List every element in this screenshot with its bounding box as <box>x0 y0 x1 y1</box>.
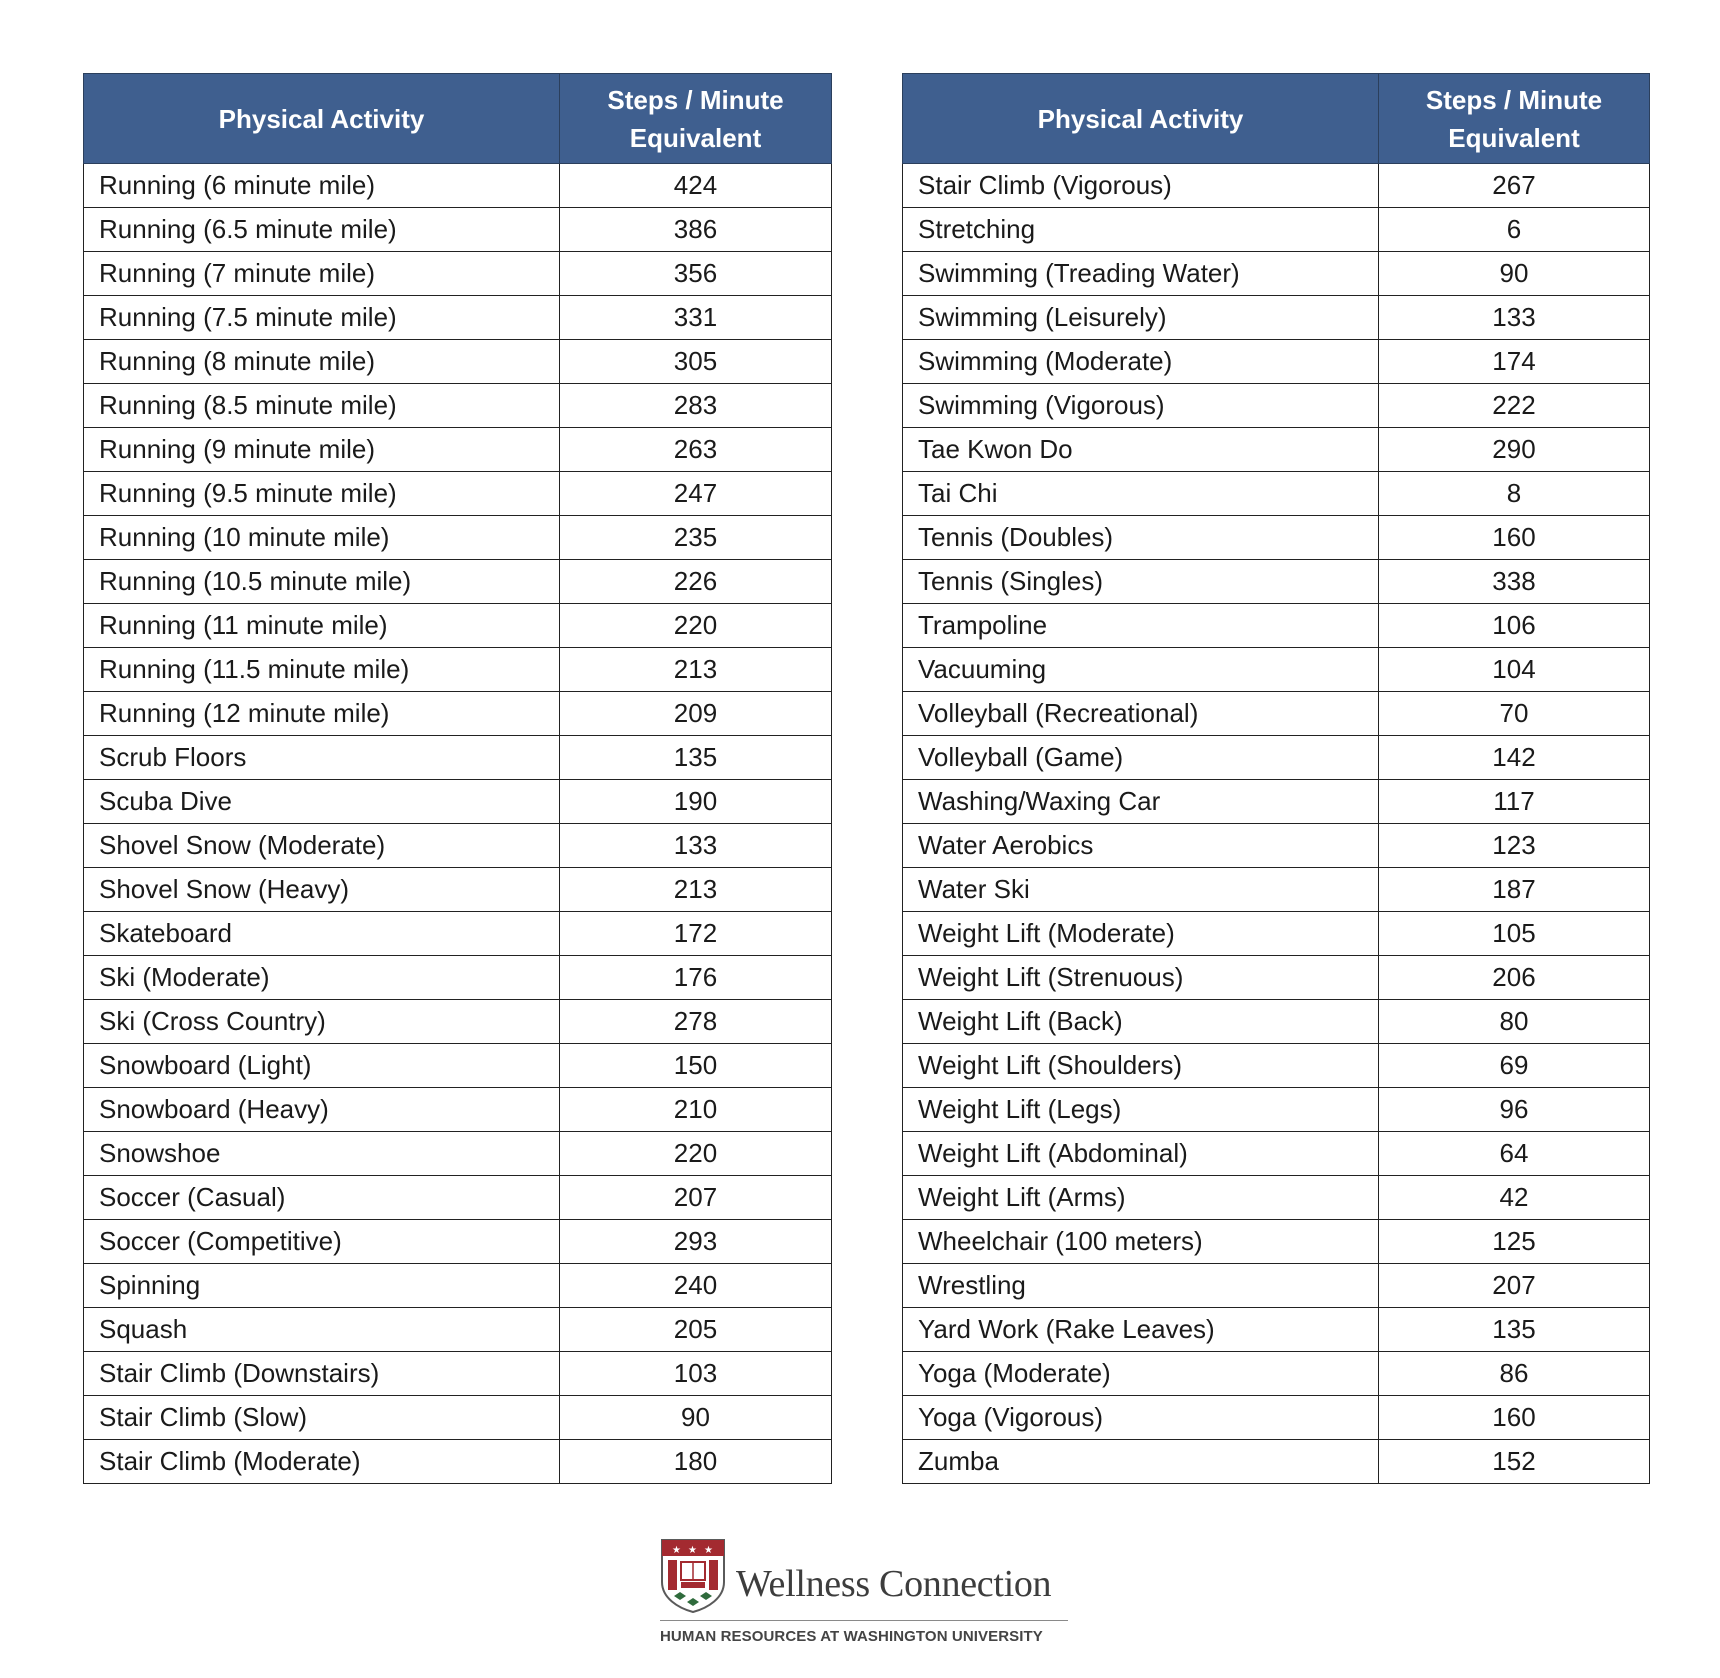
svg-text:★: ★ <box>688 1545 697 1556</box>
steps-cell: 386 <box>560 208 832 252</box>
table-row <box>84 1308 832 1352</box>
steps-cell: 293 <box>560 1220 832 1264</box>
activity-cell: Water Aerobics <box>903 824 1379 868</box>
steps-cell: 283 <box>560 384 832 428</box>
activity-cell: Stretching <box>903 208 1379 252</box>
steps-cell: 86 <box>1379 1352 1650 1396</box>
table-row <box>84 296 832 340</box>
table-row <box>903 208 1650 252</box>
table-row <box>903 868 1650 912</box>
activity-cell: Running (10.5 minute mile) <box>84 560 560 604</box>
steps-cell: 160 <box>1379 1396 1650 1440</box>
steps-cell: 338 <box>1379 560 1650 604</box>
activity-cell: Skateboard <box>84 912 560 956</box>
activity-cell: Stair Climb (Slow) <box>84 1396 560 1440</box>
table-row <box>903 692 1650 736</box>
steps-cell: 267 <box>1379 164 1650 208</box>
steps-cell: 172 <box>560 912 832 956</box>
activity-cell: Running (9.5 minute mile) <box>84 472 560 516</box>
activity-cell: Running (8 minute mile) <box>84 340 560 384</box>
table-row <box>84 956 832 1000</box>
table-row <box>84 1044 832 1088</box>
activity-cell: Snowshoe <box>84 1132 560 1176</box>
steps-cell: 235 <box>560 516 832 560</box>
table-row <box>903 780 1650 824</box>
table-row <box>84 1352 832 1396</box>
steps-cell: 42 <box>1379 1176 1650 1220</box>
steps-cell: 104 <box>1379 648 1650 692</box>
steps-cell: 133 <box>560 824 832 868</box>
table-row <box>903 1264 1650 1308</box>
steps-cell: 290 <box>1379 428 1650 472</box>
activity-cell: Yard Work (Rake Leaves) <box>903 1308 1379 1352</box>
table-row <box>84 560 832 604</box>
steps-column-header: Steps / Minute Equivalent <box>560 74 832 164</box>
steps-cell: 210 <box>560 1088 832 1132</box>
table-row <box>84 340 832 384</box>
activity-cell: Swimming (Leisurely) <box>903 296 1379 340</box>
activity-cell: Water Ski <box>903 868 1379 912</box>
table-row <box>903 648 1650 692</box>
activity-cell: Weight Lift (Arms) <box>903 1176 1379 1220</box>
table-row <box>903 1176 1650 1220</box>
table-row <box>903 340 1650 384</box>
activity-cell: Zumba <box>903 1440 1379 1484</box>
activity-cell: Ski (Moderate) <box>84 956 560 1000</box>
steps-column-header: Steps / Minute Equivalent <box>1379 74 1650 164</box>
table-row <box>903 384 1650 428</box>
steps-cell: 70 <box>1379 692 1650 736</box>
activity-cell: Yoga (Moderate) <box>903 1352 1379 1396</box>
steps-cell: 207 <box>1379 1264 1650 1308</box>
table-row <box>903 516 1650 560</box>
activity-cell: Soccer (Casual) <box>84 1176 560 1220</box>
steps-cell: 209 <box>560 692 832 736</box>
steps-cell: 174 <box>1379 340 1650 384</box>
activity-cell: Shovel Snow (Moderate) <box>84 824 560 868</box>
steps-cell: 8 <box>1379 472 1650 516</box>
steps-cell: 205 <box>560 1308 832 1352</box>
steps-cell: 222 <box>1379 384 1650 428</box>
table-row <box>903 1352 1650 1396</box>
svg-text:★: ★ <box>672 1545 681 1556</box>
table-row <box>903 472 1650 516</box>
table-row <box>84 1176 832 1220</box>
steps-cell: 213 <box>560 868 832 912</box>
table-row <box>84 164 832 208</box>
activity-cell: Tennis (Singles) <box>903 560 1379 604</box>
steps-cell: 69 <box>1379 1044 1650 1088</box>
activity-cell: Running (8.5 minute mile) <box>84 384 560 428</box>
activity-cell: Stair Climb (Moderate) <box>84 1440 560 1484</box>
table-row <box>84 692 832 736</box>
steps-cell: 90 <box>1379 252 1650 296</box>
steps-cell: 176 <box>560 956 832 1000</box>
activity-cell: Swimming (Treading Water) <box>903 252 1379 296</box>
activity-cell: Swimming (Vigorous) <box>903 384 1379 428</box>
activity-cell: Weight Lift (Abdominal) <box>903 1132 1379 1176</box>
steps-cell: 103 <box>560 1352 832 1396</box>
table-row <box>84 868 832 912</box>
table-row <box>84 604 832 648</box>
activity-cell: Stair Climb (Vigorous) <box>903 164 1379 208</box>
activity-cell: Wheelchair (100 meters) <box>903 1220 1379 1264</box>
activity-table-right <box>902 73 1650 1484</box>
table-row <box>84 1132 832 1176</box>
svg-text:★: ★ <box>704 1545 713 1556</box>
activity-cell: Running (7.5 minute mile) <box>84 296 560 340</box>
table-row <box>84 472 832 516</box>
steps-cell: 105 <box>1379 912 1650 956</box>
steps-cell: 213 <box>560 648 832 692</box>
activity-cell: Scuba Dive <box>84 780 560 824</box>
activity-cell: Running (7 minute mile) <box>84 252 560 296</box>
table-row <box>84 1264 832 1308</box>
table-row <box>903 736 1650 780</box>
steps-cell: 424 <box>560 164 832 208</box>
activity-cell: Running (11.5 minute mile) <box>84 648 560 692</box>
table-row <box>84 736 832 780</box>
activity-cell: Tae Kwon Do <box>903 428 1379 472</box>
activity-cell: Weight Lift (Moderate) <box>903 912 1379 956</box>
steps-cell: 160 <box>1379 516 1650 560</box>
steps-cell: 106 <box>1379 604 1650 648</box>
wellness-connection-logo <box>660 1538 1070 1653</box>
activity-cell: Scrub Floors <box>84 736 560 780</box>
table-row <box>903 1220 1650 1264</box>
table-row <box>84 1440 832 1484</box>
activity-cell: Yoga (Vigorous) <box>903 1396 1379 1440</box>
table-row <box>84 428 832 472</box>
table-row <box>84 1000 832 1044</box>
activity-cell: Washing/Waxing Car <box>903 780 1379 824</box>
logo-subtitle: HUMAN RESOURCES AT WASHINGTON UNIVERSITY <box>660 1628 1043 1645</box>
table-header-row <box>84 74 832 164</box>
table-row <box>903 912 1650 956</box>
steps-cell: 64 <box>1379 1132 1650 1176</box>
table-row <box>903 1396 1650 1440</box>
activity-cell: Volleyball (Recreational) <box>903 692 1379 736</box>
steps-cell: 96 <box>1379 1088 1650 1132</box>
table-row <box>903 296 1650 340</box>
table-row <box>84 780 832 824</box>
table-row <box>903 1132 1650 1176</box>
activity-column-header: Physical Activity <box>84 74 560 164</box>
activity-cell: Weight Lift (Strenuous) <box>903 956 1379 1000</box>
steps-cell: 226 <box>560 560 832 604</box>
table-row <box>84 516 832 560</box>
table-row <box>903 164 1650 208</box>
steps-cell: 240 <box>560 1264 832 1308</box>
activity-cell: Running (10 minute mile) <box>84 516 560 560</box>
activity-cell: Soccer (Competitive) <box>84 1220 560 1264</box>
table-row <box>84 208 832 252</box>
table-row <box>903 1440 1650 1484</box>
activity-cell: Squash <box>84 1308 560 1352</box>
steps-cell: 206 <box>1379 956 1650 1000</box>
steps-cell: 263 <box>560 428 832 472</box>
table-row <box>903 560 1650 604</box>
steps-cell: 180 <box>560 1440 832 1484</box>
steps-cell: 135 <box>1379 1308 1650 1352</box>
steps-cell: 133 <box>1379 296 1650 340</box>
table-row <box>903 604 1650 648</box>
activity-cell: Running (6.5 minute mile) <box>84 208 560 252</box>
logo-divider <box>660 1620 1068 1621</box>
activity-cell: Weight Lift (Legs) <box>903 1088 1379 1132</box>
table-row <box>84 1220 832 1264</box>
activity-column-header: Physical Activity <box>903 74 1379 164</box>
steps-cell: 207 <box>560 1176 832 1220</box>
steps-cell: 123 <box>1379 824 1650 868</box>
table-row <box>903 428 1650 472</box>
activity-cell: Running (11 minute mile) <box>84 604 560 648</box>
steps-cell: 125 <box>1379 1220 1650 1264</box>
activity-cell: Weight Lift (Back) <box>903 1000 1379 1044</box>
table-row <box>903 1000 1650 1044</box>
activity-cell: Weight Lift (Shoulders) <box>903 1044 1379 1088</box>
activity-cell: Trampoline <box>903 604 1379 648</box>
table-row <box>903 252 1650 296</box>
table-row <box>84 824 832 868</box>
steps-cell: 305 <box>560 340 832 384</box>
steps-cell: 117 <box>1379 780 1650 824</box>
steps-cell: 90 <box>560 1396 832 1440</box>
activity-cell: Snowboard (Light) <box>84 1044 560 1088</box>
table-row <box>903 956 1650 1000</box>
table-row <box>903 1044 1650 1088</box>
activity-cell: Ski (Cross Country) <box>84 1000 560 1044</box>
table-row <box>84 252 832 296</box>
steps-cell: 247 <box>560 472 832 516</box>
table-row <box>903 824 1650 868</box>
table-header-row <box>903 74 1650 164</box>
activity-cell: Wrestling <box>903 1264 1379 1308</box>
table-row <box>903 1088 1650 1132</box>
table-row <box>84 1088 832 1132</box>
table-row <box>84 1396 832 1440</box>
steps-cell: 278 <box>560 1000 832 1044</box>
steps-cell: 190 <box>560 780 832 824</box>
activity-cell: Running (12 minute mile) <box>84 692 560 736</box>
activity-cell: Tennis (Doubles) <box>903 516 1379 560</box>
table-row <box>903 1308 1650 1352</box>
steps-cell: 6 <box>1379 208 1650 252</box>
activity-cell: Shovel Snow (Heavy) <box>84 868 560 912</box>
steps-cell: 220 <box>560 604 832 648</box>
activity-table-left <box>83 73 832 1484</box>
activity-cell: Spinning <box>84 1264 560 1308</box>
activity-cell: Snowboard (Heavy) <box>84 1088 560 1132</box>
steps-cell: 80 <box>1379 1000 1650 1044</box>
steps-cell: 135 <box>560 736 832 780</box>
steps-cell: 142 <box>1379 736 1650 780</box>
activity-cell: Running (6 minute mile) <box>84 164 560 208</box>
steps-cell: 356 <box>560 252 832 296</box>
steps-cell: 187 <box>1379 868 1650 912</box>
activity-cell: Stair Climb (Downstairs) <box>84 1352 560 1396</box>
steps-cell: 152 <box>1379 1440 1650 1484</box>
activity-cell: Running (9 minute mile) <box>84 428 560 472</box>
activity-cell: Vacuuming <box>903 648 1379 692</box>
table-row <box>84 384 832 428</box>
table-row <box>84 912 832 956</box>
steps-cell: 150 <box>560 1044 832 1088</box>
steps-cell: 220 <box>560 1132 832 1176</box>
activity-cell: Tai Chi <box>903 472 1379 516</box>
table-row <box>84 648 832 692</box>
activity-cell: Swimming (Moderate) <box>903 340 1379 384</box>
activity-cell: Volleyball (Game) <box>903 736 1379 780</box>
logo-title: Wellness Connection <box>736 1563 1052 1605</box>
university-crest-icon <box>660 1538 726 1614</box>
steps-cell: 331 <box>560 296 832 340</box>
